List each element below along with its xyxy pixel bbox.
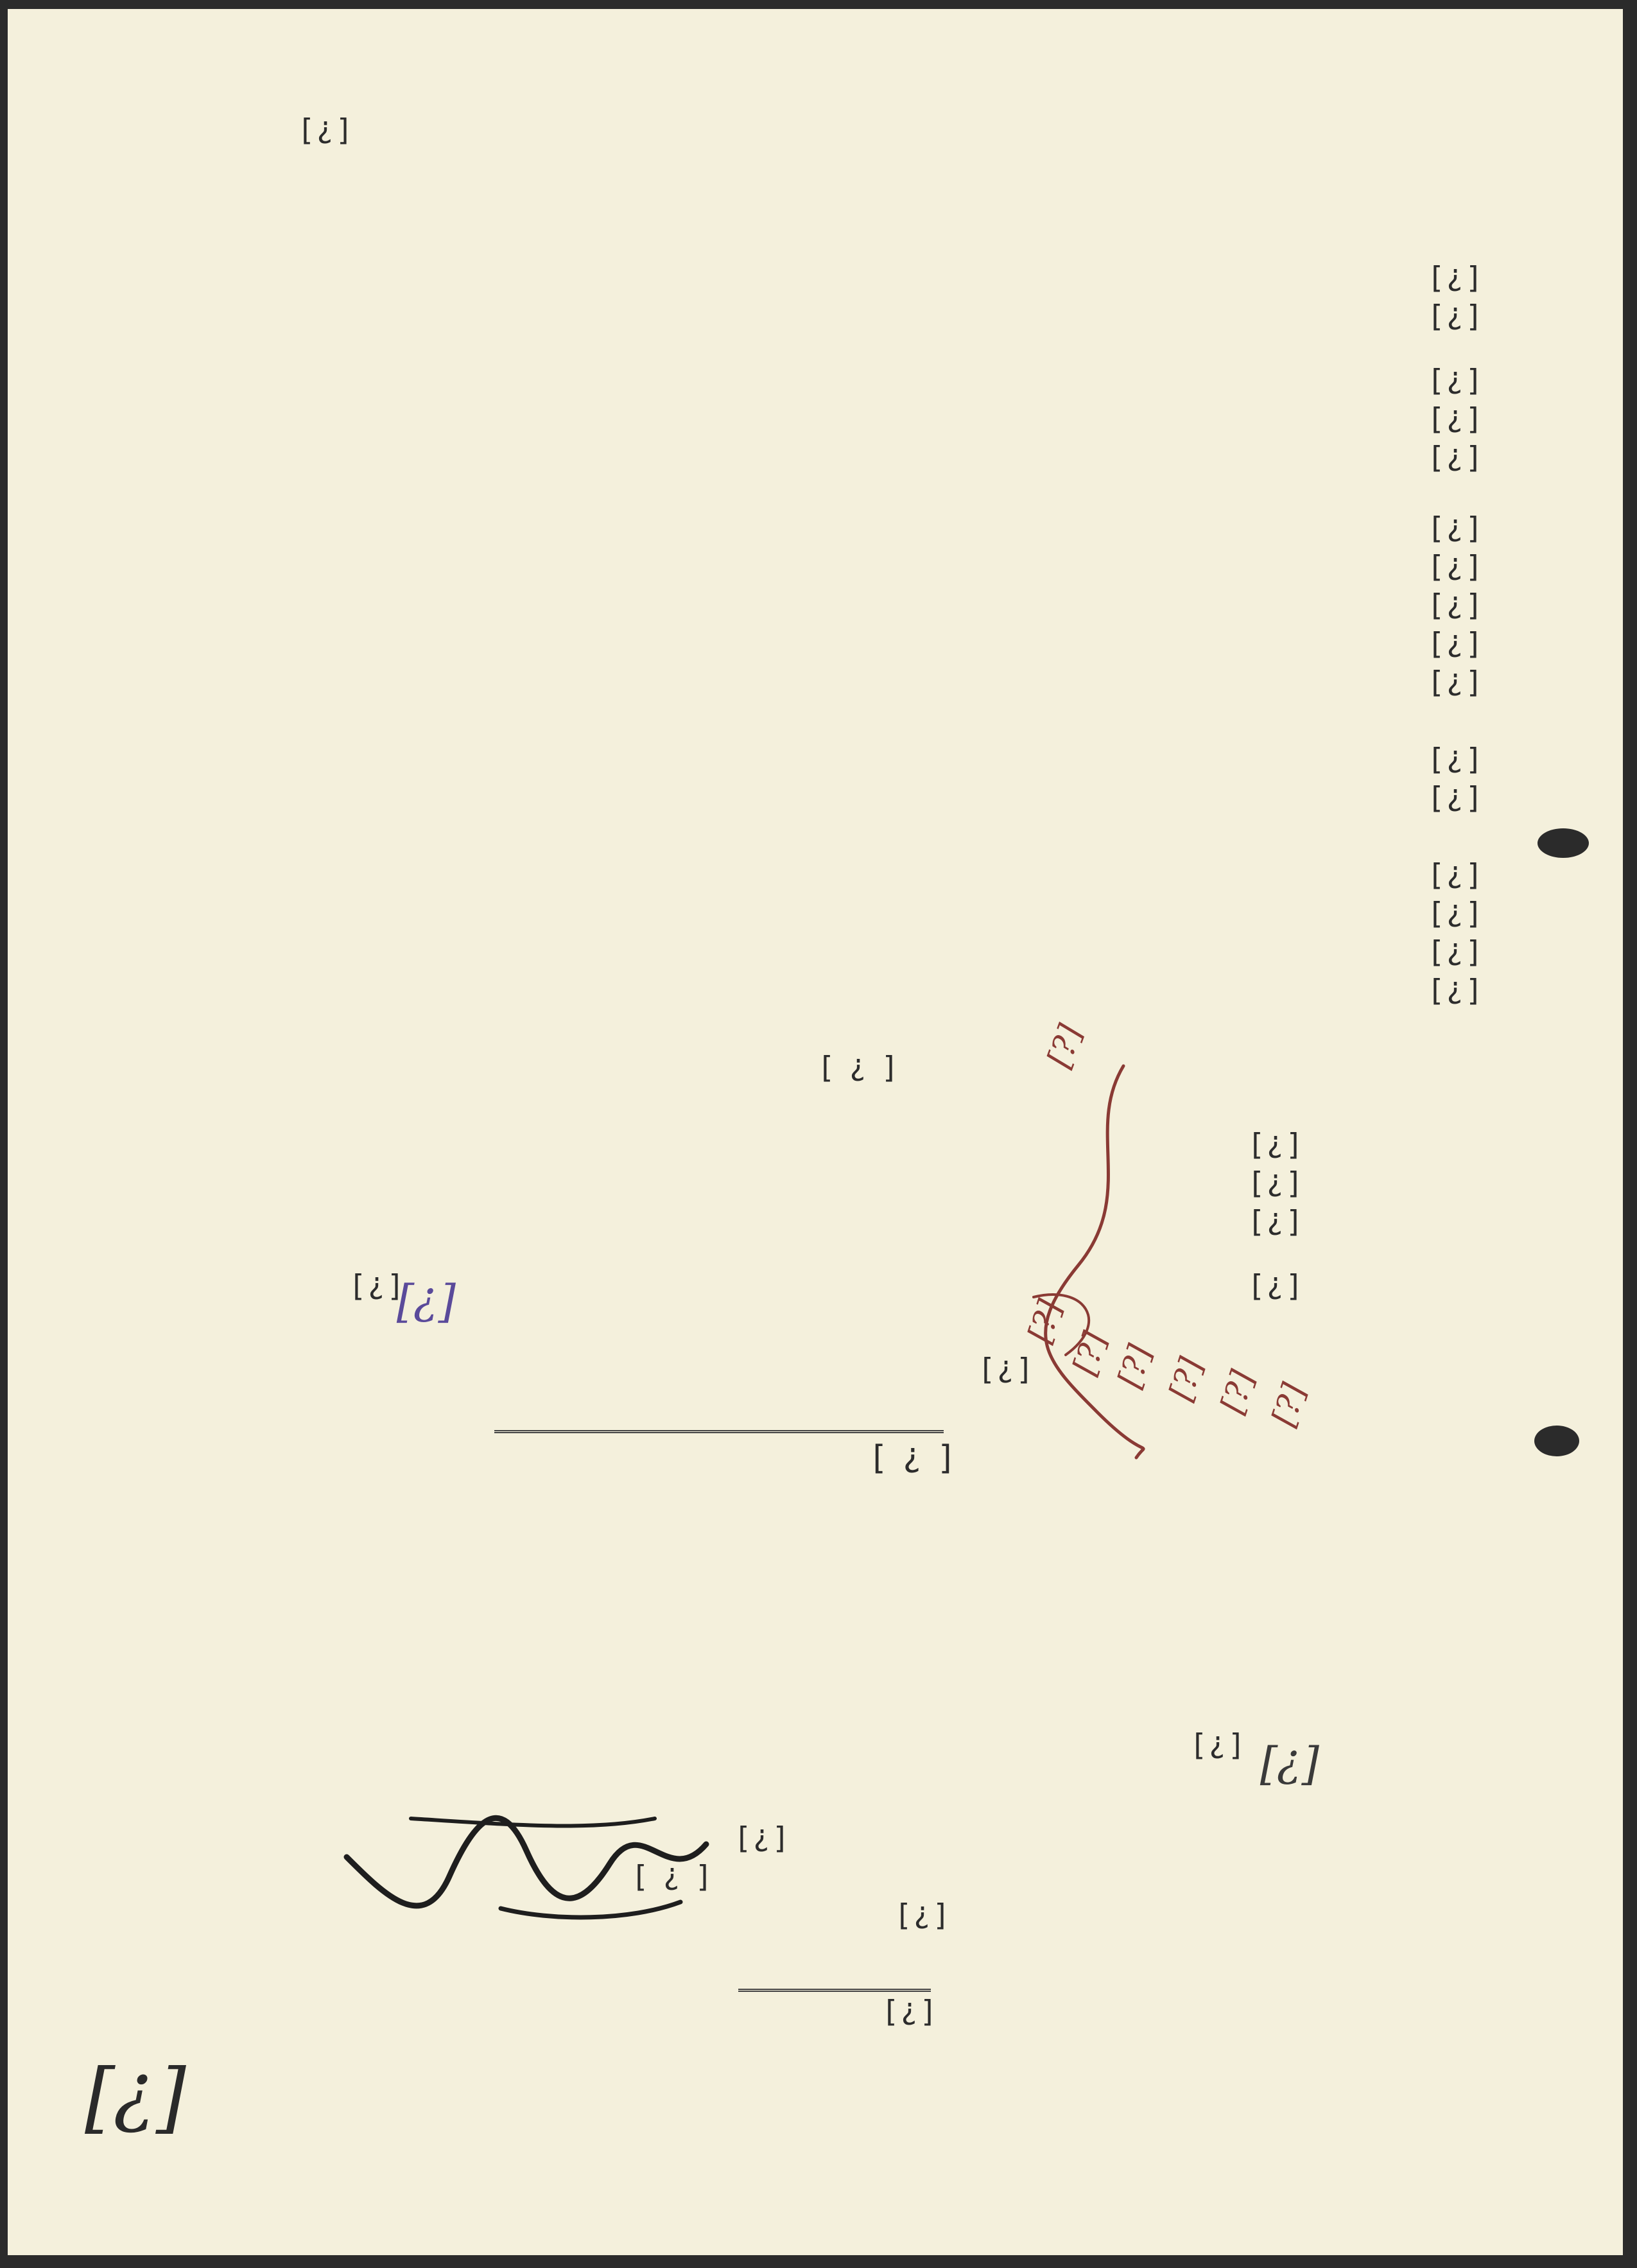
- body-line: [?]: [1425, 262, 1483, 297]
- document-date: [?]: [347, 1270, 404, 1305]
- handwritten-note-line: [?]: [1213, 1366, 1262, 1418]
- handwritten-note-line: [?]: [1021, 1295, 1070, 1347]
- body-line: [?]: [1425, 744, 1483, 778]
- approval-heading: [?]: [879, 1996, 937, 2030]
- archive-number: [?]: [85, 2057, 186, 2146]
- body-line: [?]: [1425, 512, 1483, 547]
- body-line: [?]: [1425, 403, 1483, 438]
- place-label: [?]: [1245, 1270, 1303, 1305]
- page-marker: [?]: [295, 114, 353, 149]
- approval-date: [?]: [1188, 1729, 1245, 1764]
- handwritten-note-line: [?]: [1066, 1327, 1114, 1379]
- body-line: [?]: [1425, 365, 1483, 399]
- handwritten-note-line: [?]: [1162, 1353, 1211, 1405]
- signature: [334, 1793, 719, 1947]
- approval-name: [?]: [732, 1822, 790, 1857]
- body-line: [?]: [1425, 936, 1483, 971]
- found-heading: [?]: [802, 1052, 899, 1086]
- approval-underline: [738, 1989, 931, 1992]
- approval-date-day: [?]: [1260, 1740, 1319, 1793]
- body-line: [?]: [1425, 667, 1483, 701]
- body-line: [?]: [1425, 782, 1483, 817]
- title-underline: [494, 1430, 944, 1433]
- approval-position: [?]: [892, 1899, 950, 1934]
- intro-line: [?]: [1245, 1206, 1303, 1241]
- date-day: [?]: [396, 1278, 456, 1330]
- body-line: [?]: [1425, 975, 1483, 1009]
- intro-line: [?]: [1245, 1129, 1303, 1164]
- handwritten-side-note: [?]: [1040, 1020, 1090, 1072]
- document-title: [?]: [854, 1440, 957, 1478]
- body-line: [?]: [1425, 551, 1483, 586]
- document-subtitle: [?]: [976, 1354, 1034, 1388]
- intro-line: [?]: [1245, 1167, 1303, 1202]
- body-line: [?]: [1425, 301, 1483, 335]
- handwritten-note-line: [?]: [1265, 1379, 1313, 1431]
- body-line: [?]: [1425, 898, 1483, 932]
- handwritten-note-line: [?]: [1111, 1340, 1159, 1392]
- body-line: [?]: [1425, 589, 1483, 624]
- body-line: [?]: [1425, 859, 1483, 894]
- body-line: [?]: [1425, 628, 1483, 663]
- approval-rank: [?]: [616, 1861, 713, 1896]
- handwritten-initials: [1008, 1053, 1175, 1464]
- body-line: [?]: [1425, 442, 1483, 476]
